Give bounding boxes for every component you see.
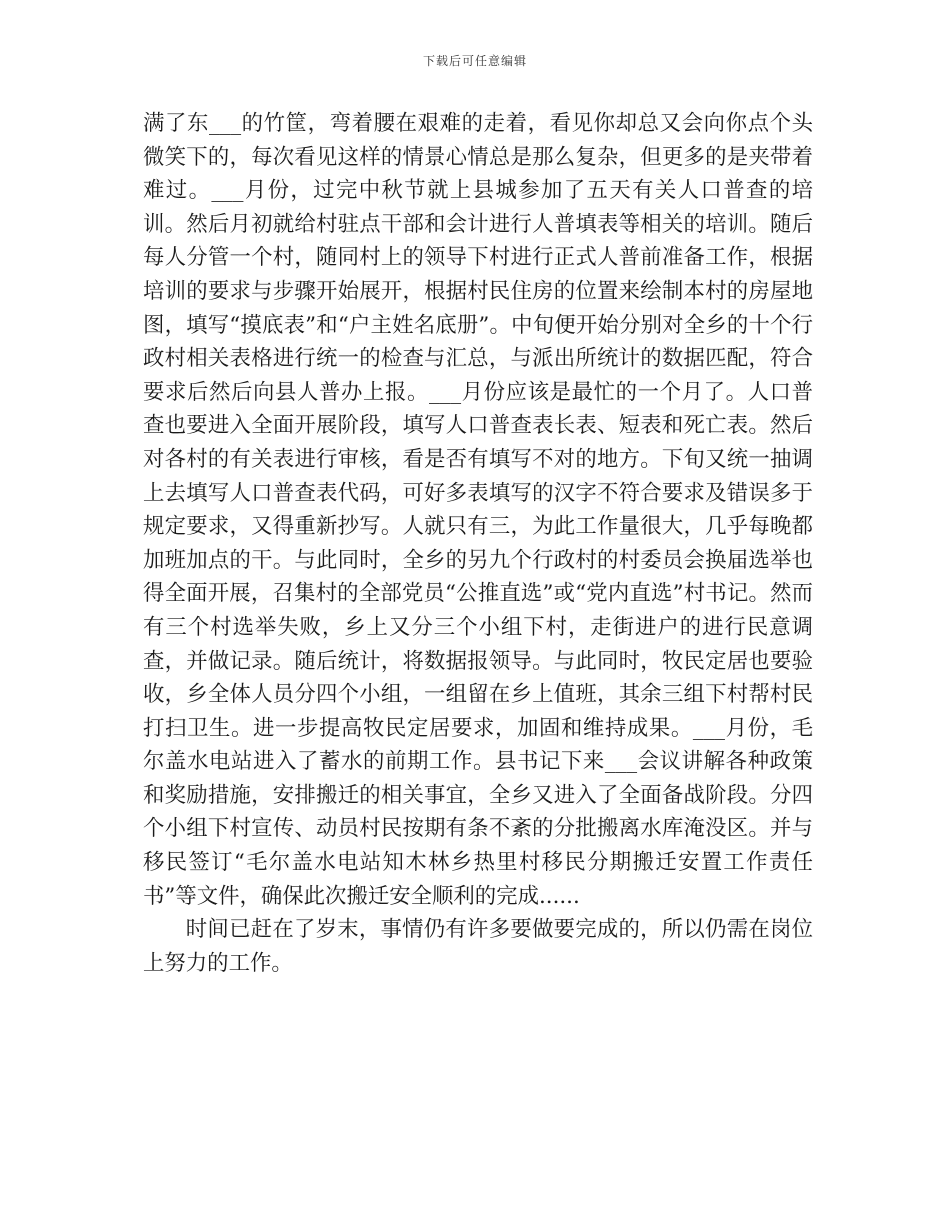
document-body: [143, 107, 813, 980]
paragraph-1: 满了东___的竹筐，弯着腰在艰难的走着，看见你却总又会向你点个头微笑下的，每次看见这样的情景心情总是那么复杂，但更多的是夹带着难过。___月份，过完中秋节就上县城参加了五天有关人口普查的培训。然后月初就给村驻点干部和会计进行人普填表等相关的培训。随后每人分管一个村，随同村上的领导下村进行正式人普前准备工作，根据培训的要求与步骤开始展开，根据村民住房的位置来绘制本村的房屋地图，填写“摸底表”和“户主姓名底册”。中旬便开始分别对全乡的十个行政村相关表格进行统一的检查与汇总，与派出所统计的数据匹配，符合要求后然后向县人普办上报。___月份应该是最忙的一个月了。人口普查也要进入全面开展阶段，填写人口普查表长表、短表和死亡表。然后对各村的有关表进行审核，看是否有填写不对的地方。下旬又统一抽调上去填写人口普查表代码，可好多表填写的汉字不符合要求及错误多于规定要求，又得重新抄写。人就只有三，为此工作量很大，几乎每晚都加班加点的干。与此同时，全乡的另九个行政村的村委员会换届选举也得全面开展，召集村的全部党员“公推直选”或“党内直选”村书记。然而有三个村选举失败，乡上又分三个小组下村，走街进户的进行民意调查，并做记录。随后统计，将数据报领导。与此同时，牧民定居也要验收，乡全体人员分四个小组，一组留在乡上值班，其余三组下村帮村民打扫卫生。进一步提高牧民定居要求，加固和维持成果。___月份，毛尔盖水电站进入了蓄水的前期工作。县书记下来___会议讲解各种政策和奖励措施，安排搬迁的相关事宜，全乡又进入了全面备战阶段。分四个小组下村宣传、动员村民按期有条不紊的分批搬离水库淹没区。并与移民签订“毛尔盖水电站知木林乡热里村移民分期搬迁安置工作责任书”等文件，确保此次搬迁安全顺利的完成......: [143, 111, 813, 909]
page-header: 下载后可任意编辑: [422, 54, 527, 68]
paragraph-2: 时间已赶在了岁末，事情仍有许多要做要完成的，所以仍需在岗位上努力的工作。: [143, 917, 813, 976]
